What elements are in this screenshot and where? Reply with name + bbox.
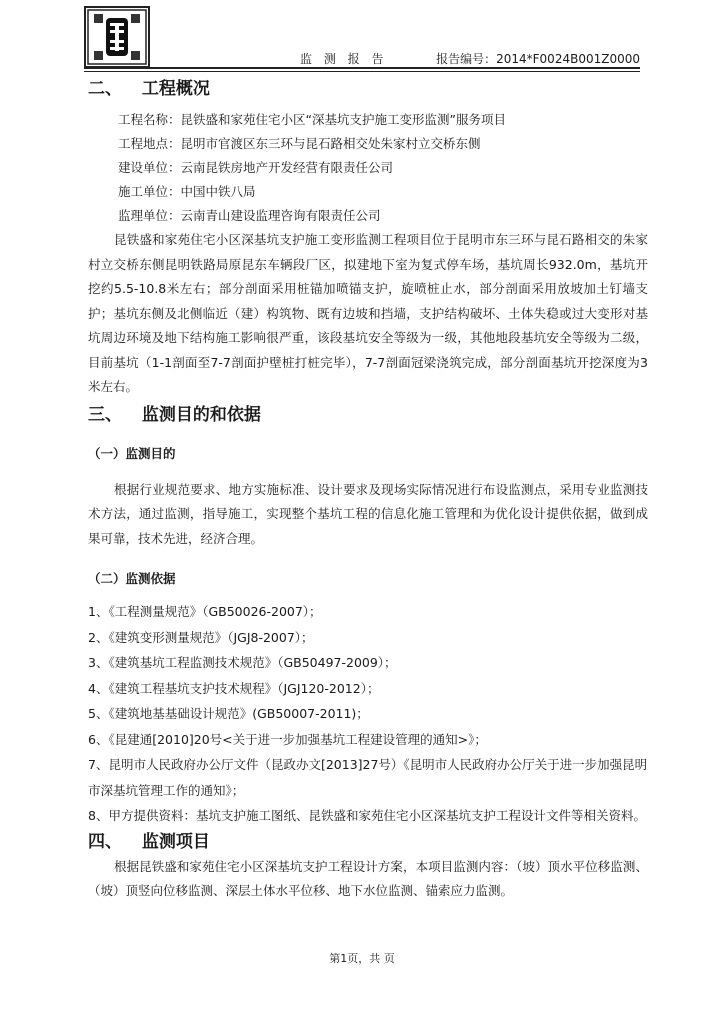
info-supervisor: 监理单位：云南青山建设监理咨询有限责任公司: [118, 208, 381, 223]
report-body: [88, 76, 648, 904]
section-title: 工程概况: [141, 79, 210, 99]
seal-icon: [86, 8, 148, 66]
header-divider: [84, 67, 640, 69]
section-heading-purpose: [88, 402, 648, 428]
items-paragraph: 根据昆铁盛和家苑住宅小区深基坑支护工程设计方案，本项目监测内容：（坡）顶水平位移监测、（坡）顶竖向位移监测、深层土体水平位移、地下水位监测、锚索应力监测。: [88, 858, 648, 898]
list-item: 3、《建筑基坑工程监测技术规范》（GB50497-2009）；: [88, 655, 397, 670]
section-heading-items: [88, 829, 648, 855]
section-number: 四、: [88, 831, 122, 852]
list-item: 7、昆明市人民政府办公厅文件（昆政办文[2013]27号）《昆明市人民政府办公厅关于进一步加强昆明市深基坑管理工作的通知》；: [88, 757, 648, 798]
section-number: 二、: [88, 79, 122, 99]
purpose-paragraph: 根据行业规范要求、地方实施标准、设计要求及现场实际情况进行布设监测点，采用专业监测技术方法，通过监测，指导施工，实现整个基坑工程的信息化施工管理和为优化设计提供依据，做到成果可靠，技术先进，经济合理。: [88, 481, 648, 546]
list-item: 6、《昆建通[2010]20号<关于进一步加强基坑工程建设管理的通知>》；: [88, 731, 487, 747]
subsection-heading-purpose: （一）监测目的: [88, 445, 176, 461]
list-item: 5、《建筑地基基础设计规范》(GB50007-2011)；: [88, 706, 369, 721]
section-title: 监测项目: [141, 831, 210, 852]
overview-paragraph: 昆铁盛和家苑住宅小区深基坑支护施工变形监测工程项目位于昆明市东三环与昆石路相交的朱家村立交桥东侧昆明铁路局原昆东车辆段厂区，拟建地下室为复式停车场，基坑周长932.0m，基坑开挖约5.5-10.8米左右；部分剖面采用桩锚加喷锚支护，旋喷桩止水，部分剖面采用放坡加土钉墙支护；基坑东侧及北侧临近（建）构筑物、既有边坡和挡墙，支护结构破坏、土体失稳或过大变形对基坑周边环境及地下结构施工影响很严重，该段基坑安全等级为一级，其他地段基坑安全等级为二级，目前基坑（1-1剖面至7-7剖面护壁桩打桩完毕），7-7剖面冠梁浇筑完成，部分剖面基坑开挖深度为3米左右。: [88, 232, 648, 394]
company-logo: [84, 6, 150, 68]
section-title: 监测目的和依据: [141, 404, 261, 425]
header-title: 监 测 报 告: [300, 52, 388, 66]
info-developer: 建设单位：云南昆铁房地产开发经营有限责任公司: [118, 160, 394, 175]
info-project-location: 工程地点：昆明市官渡区东三环与昆石路相交处朱家村立交桥东侧: [118, 136, 481, 151]
subsection-heading-basis: （二）监测依据: [88, 571, 176, 586]
list-item: 8、甲方提供资料：基坑支护施工图纸、昆铁盛和家苑住宅小区深基坑支护工程设计文件等相关资料。: [88, 808, 646, 823]
list-item: 4、《建筑工程基坑支护技术规程》（JGJ120-2012）；: [88, 680, 380, 696]
page-number: 第1页，共 页: [329, 952, 395, 965]
list-item: 2、《建筑变形测量规范》（JGJ8-2007）；: [88, 629, 314, 645]
info-contractor: 施工单位：中国中铁八局: [118, 184, 256, 199]
section-number: 三、: [88, 404, 122, 425]
info-project-name: 工程名称：昆铁盛和家苑住宅小区“深基坑支护施工变形监测”服务项目: [118, 112, 506, 127]
report-number: 报告编号：2014*F0024B001Z0000: [436, 52, 640, 66]
section-heading-overview: [88, 76, 648, 102]
list-item: 1、《工程测量规范》（GB50026-2007）；: [88, 604, 322, 619]
header-divider-thin: [84, 71, 640, 72]
